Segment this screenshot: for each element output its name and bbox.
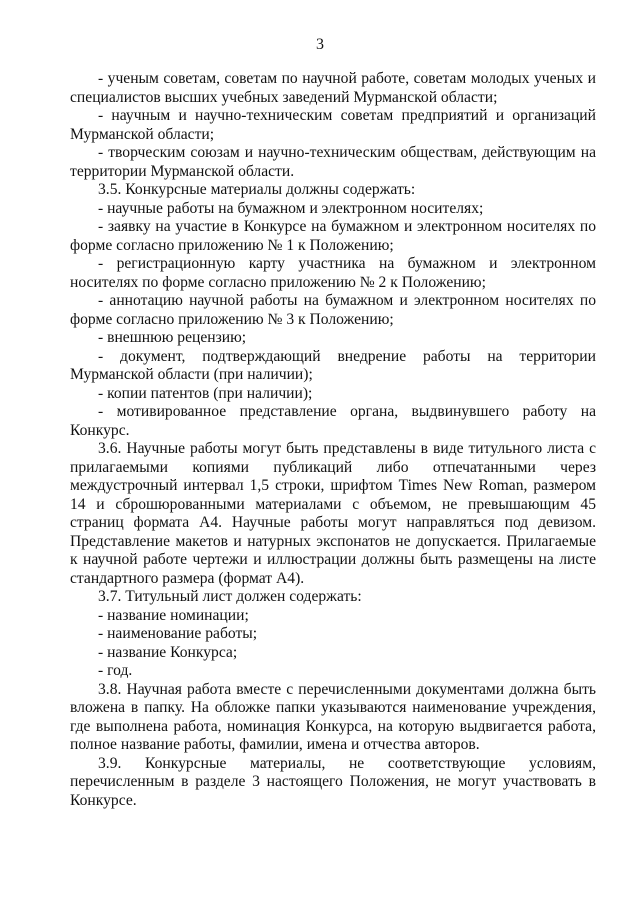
paragraph: - документ, подтверждающий внедрение работы на территории Мурманской области (при наличии); bbox=[70, 347, 596, 383]
paragraph: 3.5. Конкурсные материалы должны содержать: bbox=[98, 181, 416, 198]
paragraph: 3.7. Титульный лист должен содержать: bbox=[98, 588, 362, 605]
document-body bbox=[70, 70, 596, 810]
paragraph: - ученым советам, советам по научной работе, советам молодых ученых и специалистов высших учебных заведений Мурманской области; bbox=[70, 70, 596, 106]
paragraph: - аннотацию научной работы на бумажном и электронном носителях по форме согласно приложению № 3 к Положению; bbox=[70, 292, 596, 328]
paragraph: - внешнюю рецензию; bbox=[98, 329, 247, 346]
paragraph: - название номинации; bbox=[98, 606, 249, 624]
paragraph: - название Конкурса; bbox=[98, 643, 238, 661]
paragraph: 3.9. Конкурсные материалы, не соответствующие условиям, перечисленным в разделе 3 настоящего Положения, не могут участвовать в Конкурсе. bbox=[70, 754, 596, 809]
paragraph: 3.8. Научная работа вместе с перечисленными документами должна быть вложена в папку. На обложке папки указываются наименование учреждения, где выполнена работа, номинация Конкурса, на которую выдвигается работа, полное название работы, фамилии, имена и отчества авторов. bbox=[70, 680, 596, 753]
paragraph: 3.6. Научные работы могут быть представлены в виде титульного листа с прилагаемыми копиями публикаций либо отпечатанными через междустрочный интервал 1,5 строки, шрифтом Times New Roman, размером 14 и сброшюрованными материалами с объемом, не превышающим 45 страниц формата А4. Научные работы могут направляться под девизом. Представление макетов и натурных экспонатов не допускается. Прилагаемые к научной работе чертежи и иллюстрации должны быть размещены на листе стандартного размера (формат А4). bbox=[70, 440, 596, 587]
paragraph: - творческим союзам и научно-техническим обществам, действующим на территории Мурманской области. bbox=[70, 144, 596, 180]
paragraph: - регистрационную карту участника на бумажном и электронном носителях по форме согласно приложению № 2 к Положению; bbox=[70, 255, 596, 291]
paragraph: - копии патентов (при наличии); bbox=[98, 384, 313, 402]
paragraph: - заявку на участие в Конкурсе на бумажном и электронном носителях по форме согласно приложению № 1 к Положению; bbox=[70, 218, 596, 254]
page-number: 3 bbox=[316, 36, 324, 53]
paragraph: - мотивированное представление органа, выдвинувшего работу на Конкурс. bbox=[70, 403, 596, 439]
paragraph: - год. bbox=[98, 662, 133, 679]
paragraph: - научные работы на бумажном и электронном носителях; bbox=[98, 199, 484, 217]
paragraph: - наименование работы; bbox=[98, 625, 258, 642]
paragraph: - научным и научно-техническим советам предприятий и организаций Мурманской области; bbox=[70, 107, 596, 143]
